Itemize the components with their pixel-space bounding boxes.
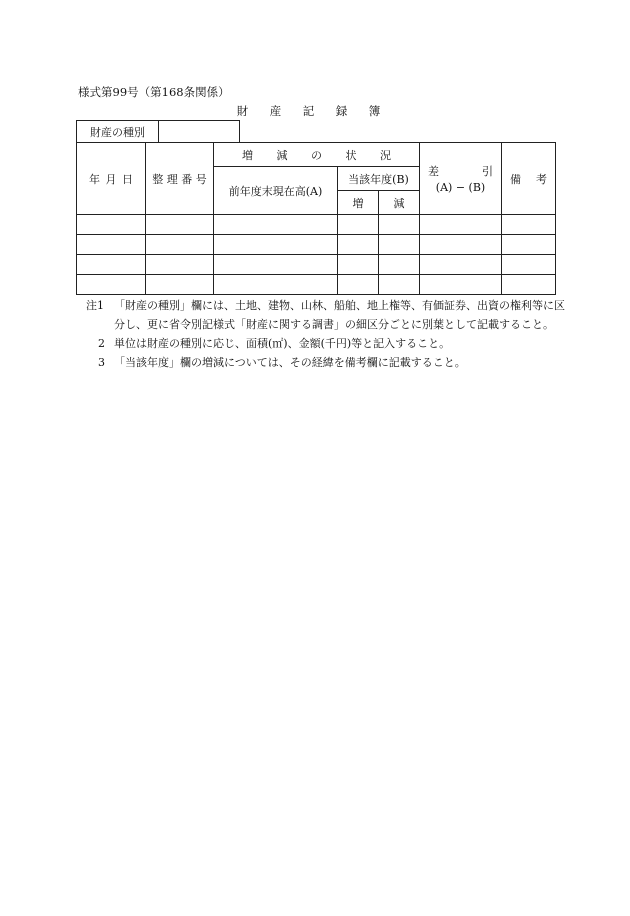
property-kind-box [76, 120, 240, 143]
note-item [86, 296, 566, 334]
title-char: 産 [269, 104, 282, 118]
register-table [76, 142, 556, 295]
cell-difference[interactable] [420, 235, 502, 255]
table-row [77, 255, 556, 275]
cell-number[interactable] [146, 215, 214, 235]
cell-increase[interactable] [338, 235, 379, 255]
cell-number[interactable] [146, 275, 214, 295]
cell-decrease[interactable] [379, 255, 420, 275]
cell-prev-balance[interactable] [214, 235, 338, 255]
title-char: 記 [302, 104, 315, 118]
cell-increase[interactable] [338, 275, 379, 295]
cell-remarks[interactable] [502, 275, 556, 295]
cell-difference[interactable] [420, 275, 502, 295]
header-prev-balance: 前年度末現在高(A) [214, 167, 338, 215]
cell-prev-balance[interactable] [214, 255, 338, 275]
cell-number[interactable] [146, 235, 214, 255]
note-number: 注1 [86, 299, 104, 312]
header-current-year: 当該年度(B) [338, 167, 420, 191]
cell-date[interactable] [77, 255, 146, 275]
table-row [77, 215, 556, 235]
title-char: 簿 [368, 104, 381, 118]
header-remarks: 備 考 [502, 143, 556, 215]
document-title [226, 103, 406, 119]
note-text: 単位は財産の種別に応じ、面積(㎡)、金額(千円)等と記入すること。 [114, 337, 451, 350]
header-date: 年 月 日 [77, 143, 146, 215]
header-change-status: 増 減 の 状 況 [214, 143, 420, 167]
cell-number[interactable] [146, 255, 214, 275]
cell-remarks[interactable] [502, 235, 556, 255]
form-number: 様式第99号（第168条関係） [78, 85, 230, 99]
cell-difference[interactable] [420, 215, 502, 235]
header-increase: 増 [338, 191, 379, 215]
title-char: 財 [236, 104, 249, 118]
cell-decrease[interactable] [379, 215, 420, 235]
cell-difference[interactable] [420, 255, 502, 275]
property-kind-label: 財産の種別 [77, 121, 159, 143]
cell-decrease[interactable] [379, 235, 420, 255]
property-kind-value[interactable] [159, 121, 239, 143]
cell-increase[interactable] [338, 215, 379, 235]
cell-remarks[interactable] [502, 255, 556, 275]
table-row [77, 235, 556, 255]
notes [86, 296, 566, 372]
note-item [86, 353, 566, 372]
cell-remarks[interactable] [502, 215, 556, 235]
cell-date[interactable] [77, 235, 146, 255]
note-text: 「財産の種別」欄には、土地、建物、山林、船舶、地上権等、有価証券、出資の権利等に区分し、更に省令別記様式「財産に関する調書」の細区分ごとに別葉として記載すること。 [114, 299, 565, 331]
cell-decrease[interactable] [379, 275, 420, 295]
note-number: 2 [98, 337, 105, 350]
note-text: 「当該年度」欄の増減については、その経緯を備考欄に記載すること。 [114, 356, 466, 369]
header-decrease: 減 [379, 191, 420, 215]
cell-prev-balance[interactable] [214, 215, 338, 235]
note-number: 3 [98, 356, 105, 369]
cell-increase[interactable] [338, 255, 379, 275]
cell-prev-balance[interactable] [214, 275, 338, 295]
title-char: 録 [335, 104, 348, 118]
cell-date[interactable] [77, 215, 146, 235]
cell-date[interactable] [77, 275, 146, 295]
table-row [77, 275, 556, 295]
header-difference: 差 引 (A) − (B) [420, 143, 502, 215]
note-item [86, 334, 566, 353]
header-reference-number: 整 理 番 号 [146, 143, 214, 215]
